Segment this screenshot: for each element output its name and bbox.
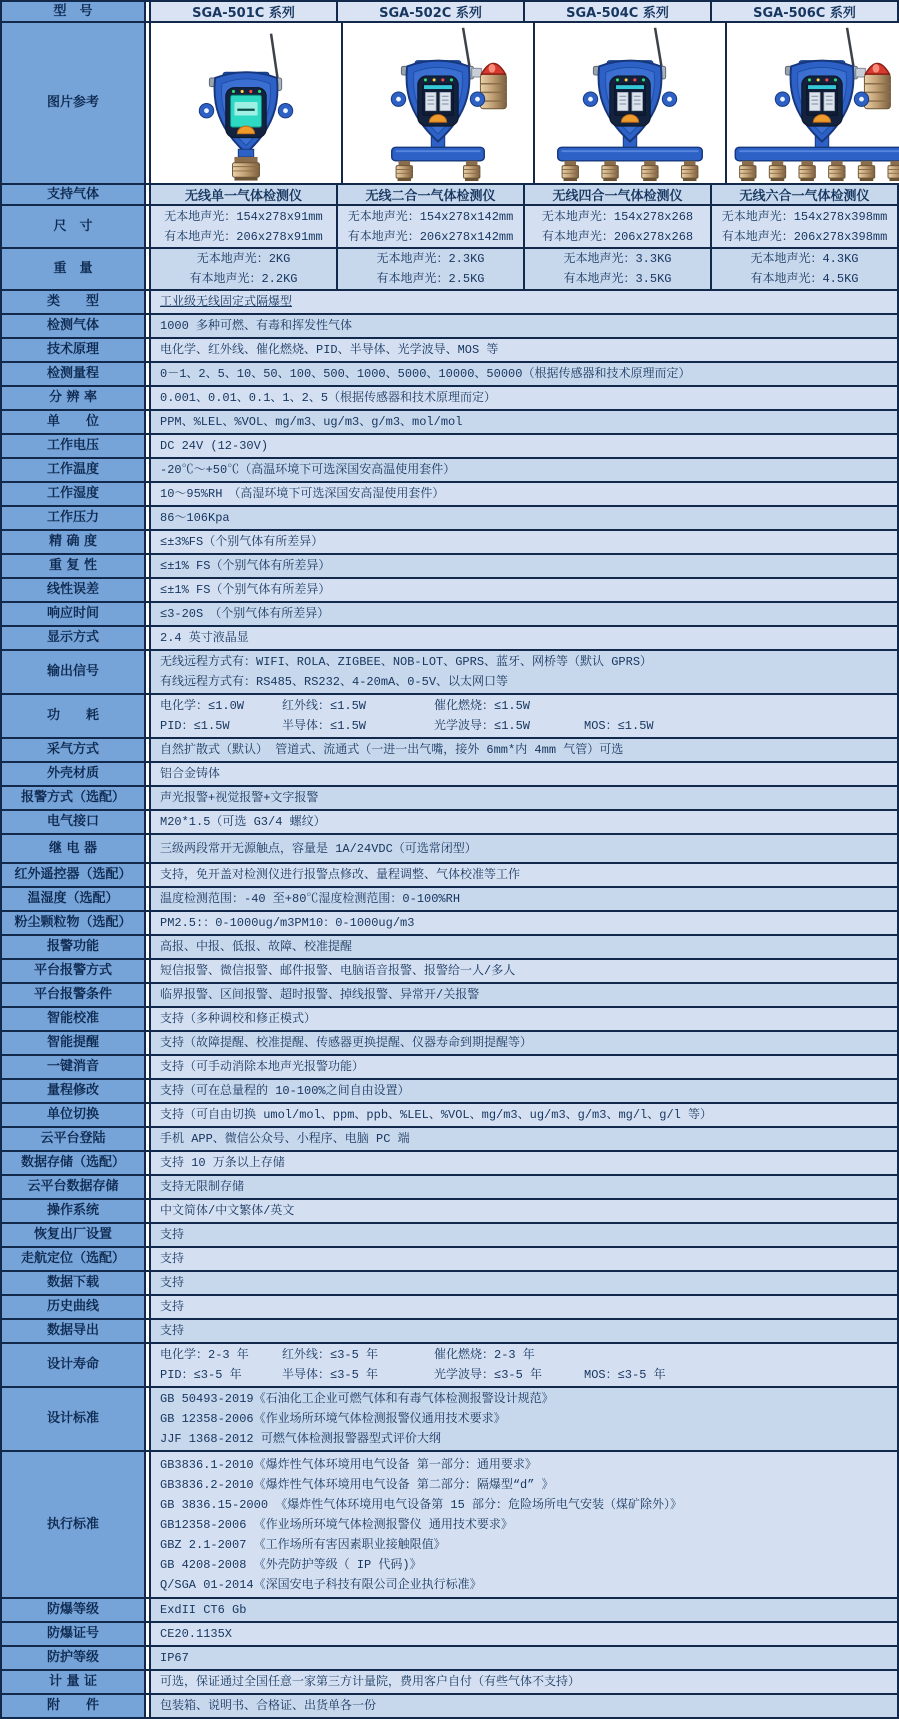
table-row xyxy=(2,1128,897,1152)
row-label: 恢复出厂设置 xyxy=(2,1224,146,1246)
gas-detector-illustration xyxy=(729,24,899,182)
spec-line: 0.001、0.01、0.1、1、2、5（根据传感器和技术原理而定） xyxy=(160,391,497,405)
spec-line: -20℃～+50℃（高温环境下可选深国安高温使用套件） xyxy=(160,463,456,477)
spec-line: GB3836.1-2010《爆炸性气体环境用电气设备 第一部分：通用要求》 xyxy=(160,1457,537,1472)
table-row xyxy=(2,1695,897,1717)
spec-line: GB12358-2006 《作业场所环境气体检测报警仪 通用技术要求》 xyxy=(160,1517,513,1532)
spec-line xyxy=(151,1365,897,1385)
table-row xyxy=(2,627,897,651)
table-row xyxy=(2,291,897,315)
spec-line: Q/SGA 01-2014《深国安电子科技有限公司企业执行标准》 xyxy=(160,1577,482,1592)
spec-value xyxy=(151,811,897,833)
row-label: 响应时间 xyxy=(2,603,146,625)
row-label: 平台报警方式 xyxy=(2,960,146,982)
value-line: 有本地声光：206x278x398mm xyxy=(721,229,888,244)
spec-line: GB3836.2-2010《爆炸性气体环境用电气设备 第二部分：隔爆型“d” 》 xyxy=(160,1477,554,1492)
row-label: 一键消音 xyxy=(2,1056,146,1078)
row-label: 温湿度（选配） xyxy=(2,888,146,910)
value-line: 有本地声光：2.2KG xyxy=(189,272,298,286)
row-label: 图片参考 xyxy=(2,23,146,183)
row-label: 红外遥控器（选配） xyxy=(2,864,146,886)
table-row xyxy=(2,603,897,627)
spec-line: CE20.1135X xyxy=(160,1627,233,1641)
row-label: 智能校准 xyxy=(2,1008,146,1030)
spec-value xyxy=(151,936,897,958)
spec-line: 可选，保证通过全国任意一家第三方计量院，费用客户自付（有些气体不支持） xyxy=(160,1675,581,1689)
support-gas-value: 无线六合一气体检测仪 xyxy=(712,185,897,204)
spec-line: 支持（故障提醒、校准提醒、传感器更换提醒、仪器寿命到期提醒等） xyxy=(160,1036,533,1050)
table-row xyxy=(2,1272,897,1296)
spec-value xyxy=(151,695,897,737)
table-row xyxy=(2,888,897,912)
row-label: 执行标准 xyxy=(2,1452,146,1597)
table-row xyxy=(2,2,897,23)
spec-segment: MOS：≤3-5 年 xyxy=(584,1368,666,1382)
row-label: 线性误差 xyxy=(2,579,146,601)
product-image-sga-501c xyxy=(151,23,343,183)
spec-value xyxy=(151,1008,897,1030)
row-label: 附 件 xyxy=(2,1695,146,1717)
value-line: 无本地声光：154x278x268 xyxy=(541,209,694,224)
spec-value xyxy=(151,1695,897,1717)
table-row xyxy=(2,1623,897,1647)
spec-segment: 光学波导：≤3-5 年 xyxy=(434,1368,543,1382)
spec-value xyxy=(151,315,897,337)
value-line: 有本地声光：4.5KG xyxy=(750,272,859,286)
table-row xyxy=(2,249,897,291)
support-gas-value: 无线二合一气体检测仪 xyxy=(338,185,525,204)
row-label: 防护等级 xyxy=(2,1647,146,1669)
spec-value xyxy=(151,435,897,457)
spec-line: JJF 1368-2012 可燃气体检测报警器型式评价大纲 xyxy=(160,1432,441,1446)
spec-value xyxy=(151,531,897,553)
size-value xyxy=(712,206,897,247)
spec-value xyxy=(151,1152,897,1174)
spec-line: 86～106Kpa xyxy=(160,511,230,525)
table-row xyxy=(2,984,897,1008)
spec-line: 支持 xyxy=(160,1252,185,1266)
spec-value xyxy=(151,411,897,433)
table-row xyxy=(2,387,897,411)
row-label: 精 确 度 xyxy=(2,531,146,553)
table-row xyxy=(2,1152,897,1176)
spec-segment: 半导体：≤3-5 年 xyxy=(282,1368,379,1382)
table-row xyxy=(2,1671,897,1695)
spec-line: 短信报警、微信报警、邮件报警、电脑语音报警、报警给一人/多人 xyxy=(160,964,516,978)
product-image-sga-506c xyxy=(727,23,899,183)
row-label: 支持气体 xyxy=(2,185,146,204)
spec-value xyxy=(151,507,897,529)
table-row xyxy=(2,1296,897,1320)
row-label: 智能提醒 xyxy=(2,1032,146,1054)
column-header: SGA-504C 系列 xyxy=(525,2,712,21)
size-value xyxy=(151,206,338,247)
spec-value xyxy=(151,1032,897,1054)
spec-value xyxy=(151,1388,897,1450)
row-label: 防爆证号 xyxy=(2,1623,146,1645)
row-label: 分 辨 率 xyxy=(2,387,146,409)
spec-line: 支持 xyxy=(160,1276,185,1290)
table-row xyxy=(2,363,897,387)
spec-value xyxy=(151,387,897,409)
spec-line: 0－1、2、5、10、50、100、500、1000、5000、10000、50000（根据传感器和技术原理而定） xyxy=(160,367,691,381)
row-label: 量程修改 xyxy=(2,1080,146,1102)
value-line: 有本地声光：3.5KG xyxy=(563,272,672,286)
spec-line: 支持（可自由切换 umol/mol、ppm、ppb、%LEL、%VOL、mg/m3、ug/m3、g/m3、mg/l、g/l 等） xyxy=(160,1108,713,1122)
row-label: 检测量程 xyxy=(2,363,146,385)
value-line: 无本地声光：2.3KG xyxy=(376,252,485,266)
spec-line: GB 4208-2008 《外壳防护等级（ IP 代码)》 xyxy=(160,1557,422,1572)
table-row xyxy=(2,1032,897,1056)
spec-value xyxy=(151,339,897,361)
spec-value xyxy=(151,579,897,601)
spec-line: GB 50493-2019《石油化工企业可燃气体和有毒气体检测报警设计规范》 xyxy=(160,1392,554,1406)
row-label: 尺 寸 xyxy=(2,206,146,247)
spec-value xyxy=(151,291,897,313)
value-line: 有本地声光：2.5KG xyxy=(376,272,485,286)
row-label: 工作湿度 xyxy=(2,483,146,505)
spec-value xyxy=(151,651,897,693)
spec-segment: PM10：0-1000ug/m3 xyxy=(294,916,415,930)
spec-line: PPM、%LEL、%VOL、mg/m3、ug/m3、g/m3、mol/mol xyxy=(160,415,463,429)
spec-value xyxy=(151,1320,897,1342)
spec-line xyxy=(151,889,897,909)
row-label: 类 型 xyxy=(2,291,146,313)
row-label: 单位切换 xyxy=(2,1104,146,1126)
product-image-sga-504c xyxy=(535,23,727,183)
row-label: 显示方式 xyxy=(2,627,146,649)
spec-line: 有线远程方式有：RS485、RS232、4-20mA、0-5V、以太网口等 xyxy=(160,675,509,689)
spec-line: GB 3836.15-2000 《爆炸性气体环境用电气设备第 15 部分：危险场所电气安装（煤矿除外）》 xyxy=(160,1497,683,1512)
spec-value xyxy=(151,1272,897,1294)
spec-value xyxy=(151,1344,897,1386)
spec-value xyxy=(151,627,897,649)
table-row xyxy=(2,459,897,483)
spec-value xyxy=(151,1671,897,1693)
row-label: 操作系统 xyxy=(2,1200,146,1222)
product-image-sga-502c xyxy=(343,23,535,183)
column-header: SGA-506C 系列 xyxy=(712,2,897,21)
table-row xyxy=(2,555,897,579)
table-row xyxy=(2,206,897,249)
spec-value xyxy=(151,1296,897,1318)
spec-value xyxy=(151,459,897,481)
table-row xyxy=(2,739,897,763)
spec-value xyxy=(151,555,897,577)
spec-value xyxy=(151,912,897,934)
row-label: 重 复 性 xyxy=(2,555,146,577)
row-label: 继 电 器 xyxy=(2,835,146,862)
table-row xyxy=(2,185,897,206)
spec-table-rows xyxy=(2,2,897,1717)
value-line: 有本地声光：206x278x268 xyxy=(541,229,694,244)
row-label: 技术原理 xyxy=(2,339,146,361)
row-label: 工作电压 xyxy=(2,435,146,457)
spec-value xyxy=(151,984,897,1006)
value-line: 无本地声光：4.3KG xyxy=(750,252,859,266)
spec-line: 支持（多种调校和修正模式） xyxy=(160,1012,317,1026)
spec-line: 支持 xyxy=(160,1324,185,1338)
value-line: 无本地声光：2KG xyxy=(196,252,291,266)
spec-segment: 光学波导：≤1.5W xyxy=(434,719,531,733)
spec-line: 支持 10 万条以上存储 xyxy=(160,1156,285,1170)
table-row xyxy=(2,811,897,835)
table-row xyxy=(2,1388,897,1452)
table-row xyxy=(2,960,897,984)
row-label: 工作压力 xyxy=(2,507,146,529)
spec-segment: 催化燃烧：≤1.5W xyxy=(434,699,531,713)
spec-segment: 温度检测范围：-40 至+80℃ xyxy=(160,892,319,906)
row-label: 型 号 xyxy=(2,2,146,21)
spec-segment: 电化学：2-3 年 xyxy=(160,1348,249,1362)
spec-line: IP67 xyxy=(160,1651,189,1665)
table-row xyxy=(2,1200,897,1224)
spec-segment: 红外线：≤1.5W xyxy=(282,699,367,713)
gas-detector-illustration xyxy=(537,24,723,182)
spec-line: 三级两段常开无源触点，容量是 1A/24VDC（可选常闭型） xyxy=(160,841,477,856)
table-row xyxy=(2,1008,897,1032)
table-row xyxy=(2,651,897,695)
spec-line xyxy=(151,716,897,736)
row-label: 数据导出 xyxy=(2,1320,146,1342)
row-label: 输出信号 xyxy=(2,651,146,693)
gas-detector-illustration xyxy=(345,24,531,182)
table-row xyxy=(2,936,897,960)
row-label: 设计标准 xyxy=(2,1388,146,1450)
spec-value xyxy=(151,835,897,862)
spec-value xyxy=(151,739,897,761)
spec-value xyxy=(151,1056,897,1078)
spec-line: ≤±1% FS（个别气体有所差异） xyxy=(160,559,331,573)
spec-value xyxy=(151,1623,897,1645)
value-line: 无本地声光：154x278x91mm xyxy=(164,209,323,224)
spec-line: 支持，免开盖对检测仪进行报警点修改、量程调整、气体校准等工作 xyxy=(160,868,521,882)
spec-line: M20*1.5（可选 G3/4 螺纹） xyxy=(160,815,326,829)
table-row xyxy=(2,1104,897,1128)
spec-line: 支持（可手动消除本地声光报警功能） xyxy=(160,1060,365,1074)
weight-value xyxy=(151,249,338,289)
row-label: 历史曲线 xyxy=(2,1296,146,1318)
spec-line: ≤±3%FS（个别气体有所差异） xyxy=(160,535,324,549)
weight-value xyxy=(338,249,525,289)
spec-value xyxy=(151,483,897,505)
support-gas-value: 无线单一气体检测仪 xyxy=(151,185,338,204)
spec-value xyxy=(151,1452,897,1597)
weight-value xyxy=(525,249,712,289)
table-row xyxy=(2,1647,897,1671)
weight-value xyxy=(712,249,897,289)
spec-line: 包装箱、说明书、合格证、出货单各一份 xyxy=(160,1699,377,1713)
spec-value xyxy=(151,1104,897,1126)
row-label: 单 位 xyxy=(2,411,146,433)
table-row xyxy=(2,435,897,459)
value-line: 无本地声光：3.3KG xyxy=(563,252,672,266)
spec-line: ≤3-20S （个别气体有所差异） xyxy=(160,607,330,621)
spec-value xyxy=(151,1200,897,1222)
row-label: 重 量 xyxy=(2,249,146,289)
spec-segment: 红外线：≤3-5 年 xyxy=(282,1348,379,1362)
column-header: SGA-502C 系列 xyxy=(338,2,525,21)
spec-value xyxy=(151,1080,897,1102)
table-row xyxy=(2,579,897,603)
row-label: 防爆等级 xyxy=(2,1599,146,1621)
row-label: 功 耗 xyxy=(2,695,146,737)
spec-line: DC 24V (12-30V) xyxy=(160,439,269,453)
table-row xyxy=(2,1248,897,1272)
spec-line: 铝合金铸体 xyxy=(160,767,221,781)
gas-detector-illustration xyxy=(153,24,339,182)
table-row xyxy=(2,864,897,888)
table-row xyxy=(2,23,897,185)
row-label: 走航定位（选配） xyxy=(2,1248,146,1270)
table-row xyxy=(2,787,897,811)
table-row xyxy=(2,1320,897,1344)
spec-line xyxy=(151,1345,897,1365)
spec-line: GB 12358-2006《作业场所环境气体检测报警仪通用技术要求》 xyxy=(160,1412,506,1426)
row-label: 电气接口 xyxy=(2,811,146,833)
spec-line: 支持（可在总量程的 10-100%之间自由设置） xyxy=(160,1084,410,1098)
row-label: 报警方式（选配） xyxy=(2,787,146,809)
table-row xyxy=(2,763,897,787)
spec-value xyxy=(151,960,897,982)
row-label: 设计寿命 xyxy=(2,1344,146,1386)
row-label: 粉尘颗粒物（选配） xyxy=(2,912,146,934)
value-line: 有本地声光：206x278x142mm xyxy=(347,229,514,244)
spec-value xyxy=(151,787,897,809)
spec-line: ≤±1% FS（个别气体有所差异） xyxy=(160,583,331,597)
row-label: 采气方式 xyxy=(2,739,146,761)
spec-line: 电化学、红外线、催化燃烧、PID、半导体、光学波导、MOS 等 xyxy=(160,343,499,357)
spec-line: 声光报警+视觉报警+文字报警 xyxy=(160,791,319,805)
spec-value xyxy=(151,1599,897,1621)
spec-value xyxy=(151,888,897,910)
table-row xyxy=(2,1080,897,1104)
table-row xyxy=(2,1224,897,1248)
spec-segment: 催化燃烧：2-3 年 xyxy=(434,1348,535,1362)
spec-line: 高报、中报、低报、故障、校准提醒 xyxy=(160,940,353,954)
value-line: 无本地声光：154x278x398mm xyxy=(721,209,888,224)
spec-line xyxy=(151,913,897,933)
spec-segment: PM2.5:：0-1000ug/m3 xyxy=(160,916,295,930)
row-label: 计 量 证 xyxy=(2,1671,146,1693)
spec-line: 10～95%RH （高湿环境下可选深国安高湿使用套件） xyxy=(160,487,445,501)
spec-line: ExdII CT6 Gb xyxy=(160,1603,247,1617)
row-label: 报警功能 xyxy=(2,936,146,958)
table-row xyxy=(2,695,897,739)
spec-line: 支持无限制存储 xyxy=(160,1180,245,1194)
spec-segment: 湿度检测范围：0-100%RH xyxy=(318,892,461,906)
spec-line: 2.4 英寸液晶显 xyxy=(160,631,249,645)
spec-value xyxy=(151,363,897,385)
spec-line: 支持 xyxy=(160,1300,185,1314)
spec-line: 手机 APP、微信公众号、小程序、电脑 PC 端 xyxy=(160,1132,410,1146)
table-row xyxy=(2,835,897,864)
value-line: 无本地声光：154x278x142mm xyxy=(347,209,514,224)
spec-segment: MOS：≤1.5W xyxy=(584,719,654,733)
column-header: SGA-501C 系列 xyxy=(151,2,338,21)
spec-line: 中文简体/中文繁体/英文 xyxy=(160,1204,295,1218)
row-label: 数据存储（选配） xyxy=(2,1152,146,1174)
row-label: 数据下载 xyxy=(2,1272,146,1294)
table-row xyxy=(2,315,897,339)
spec-line: 1000 多种可燃、有毒和挥发性气体 xyxy=(160,319,353,333)
spec-line: GBZ 2.1-2007 《工作场所有害因素职业接触限值》 xyxy=(160,1537,446,1552)
spec-line: 无线远程方式有：WIFI、ROLA、ZIGBEE、NOB-LOT、GPRS、蓝牙、网桥等（默认 GPRS） xyxy=(160,655,653,669)
table-row xyxy=(2,411,897,435)
row-label: 云平台登陆 xyxy=(2,1128,146,1150)
row-label: 云平台数据存储 xyxy=(2,1176,146,1198)
table-row xyxy=(2,483,897,507)
spec-value xyxy=(151,1176,897,1198)
spec-line: 自然扩散式（默认） 管道式、流通式（一进一出气嘴，接外 6mm*内 4mm 气管）可选 xyxy=(160,743,624,757)
spec-line xyxy=(151,696,897,716)
table-row xyxy=(2,1056,897,1080)
spec-value xyxy=(151,1248,897,1270)
table-row xyxy=(2,1176,897,1200)
spec-value xyxy=(151,864,897,886)
spec-line: 临界报警、区间报警、超时报警、掉线报警、异常开/关报警 xyxy=(160,988,480,1002)
table-row xyxy=(2,339,897,363)
spec-segment: 电化学：≤1.0W xyxy=(160,699,245,713)
value-line: 有本地声光：206x278x91mm xyxy=(164,229,323,244)
spec-value xyxy=(151,1647,897,1669)
spec-segment: PID：≤3-5 年 xyxy=(160,1368,242,1382)
spec-value xyxy=(151,1128,897,1150)
spec-segment: PID：≤1.5W xyxy=(160,719,230,733)
spec-line: 支持 xyxy=(160,1228,185,1242)
table-row xyxy=(2,1344,897,1388)
size-value xyxy=(338,206,525,247)
row-label: 外壳材质 xyxy=(2,763,146,785)
spec-segment: 半导体：≤1.5W xyxy=(282,719,367,733)
table-row xyxy=(2,1452,897,1599)
spec-value xyxy=(151,603,897,625)
table-row xyxy=(2,531,897,555)
spec-line: 工业级无线固定式隔爆型 xyxy=(160,295,293,309)
table-row xyxy=(2,507,897,531)
spec-value xyxy=(151,763,897,785)
row-label: 检测气体 xyxy=(2,315,146,337)
table-row xyxy=(2,1599,897,1623)
support-gas-value: 无线四合一气体检测仪 xyxy=(525,185,712,204)
spec-value xyxy=(151,1224,897,1246)
table-row xyxy=(2,912,897,936)
row-label: 工作温度 xyxy=(2,459,146,481)
row-label: 平台报警条件 xyxy=(2,984,146,1006)
size-value xyxy=(525,206,712,247)
